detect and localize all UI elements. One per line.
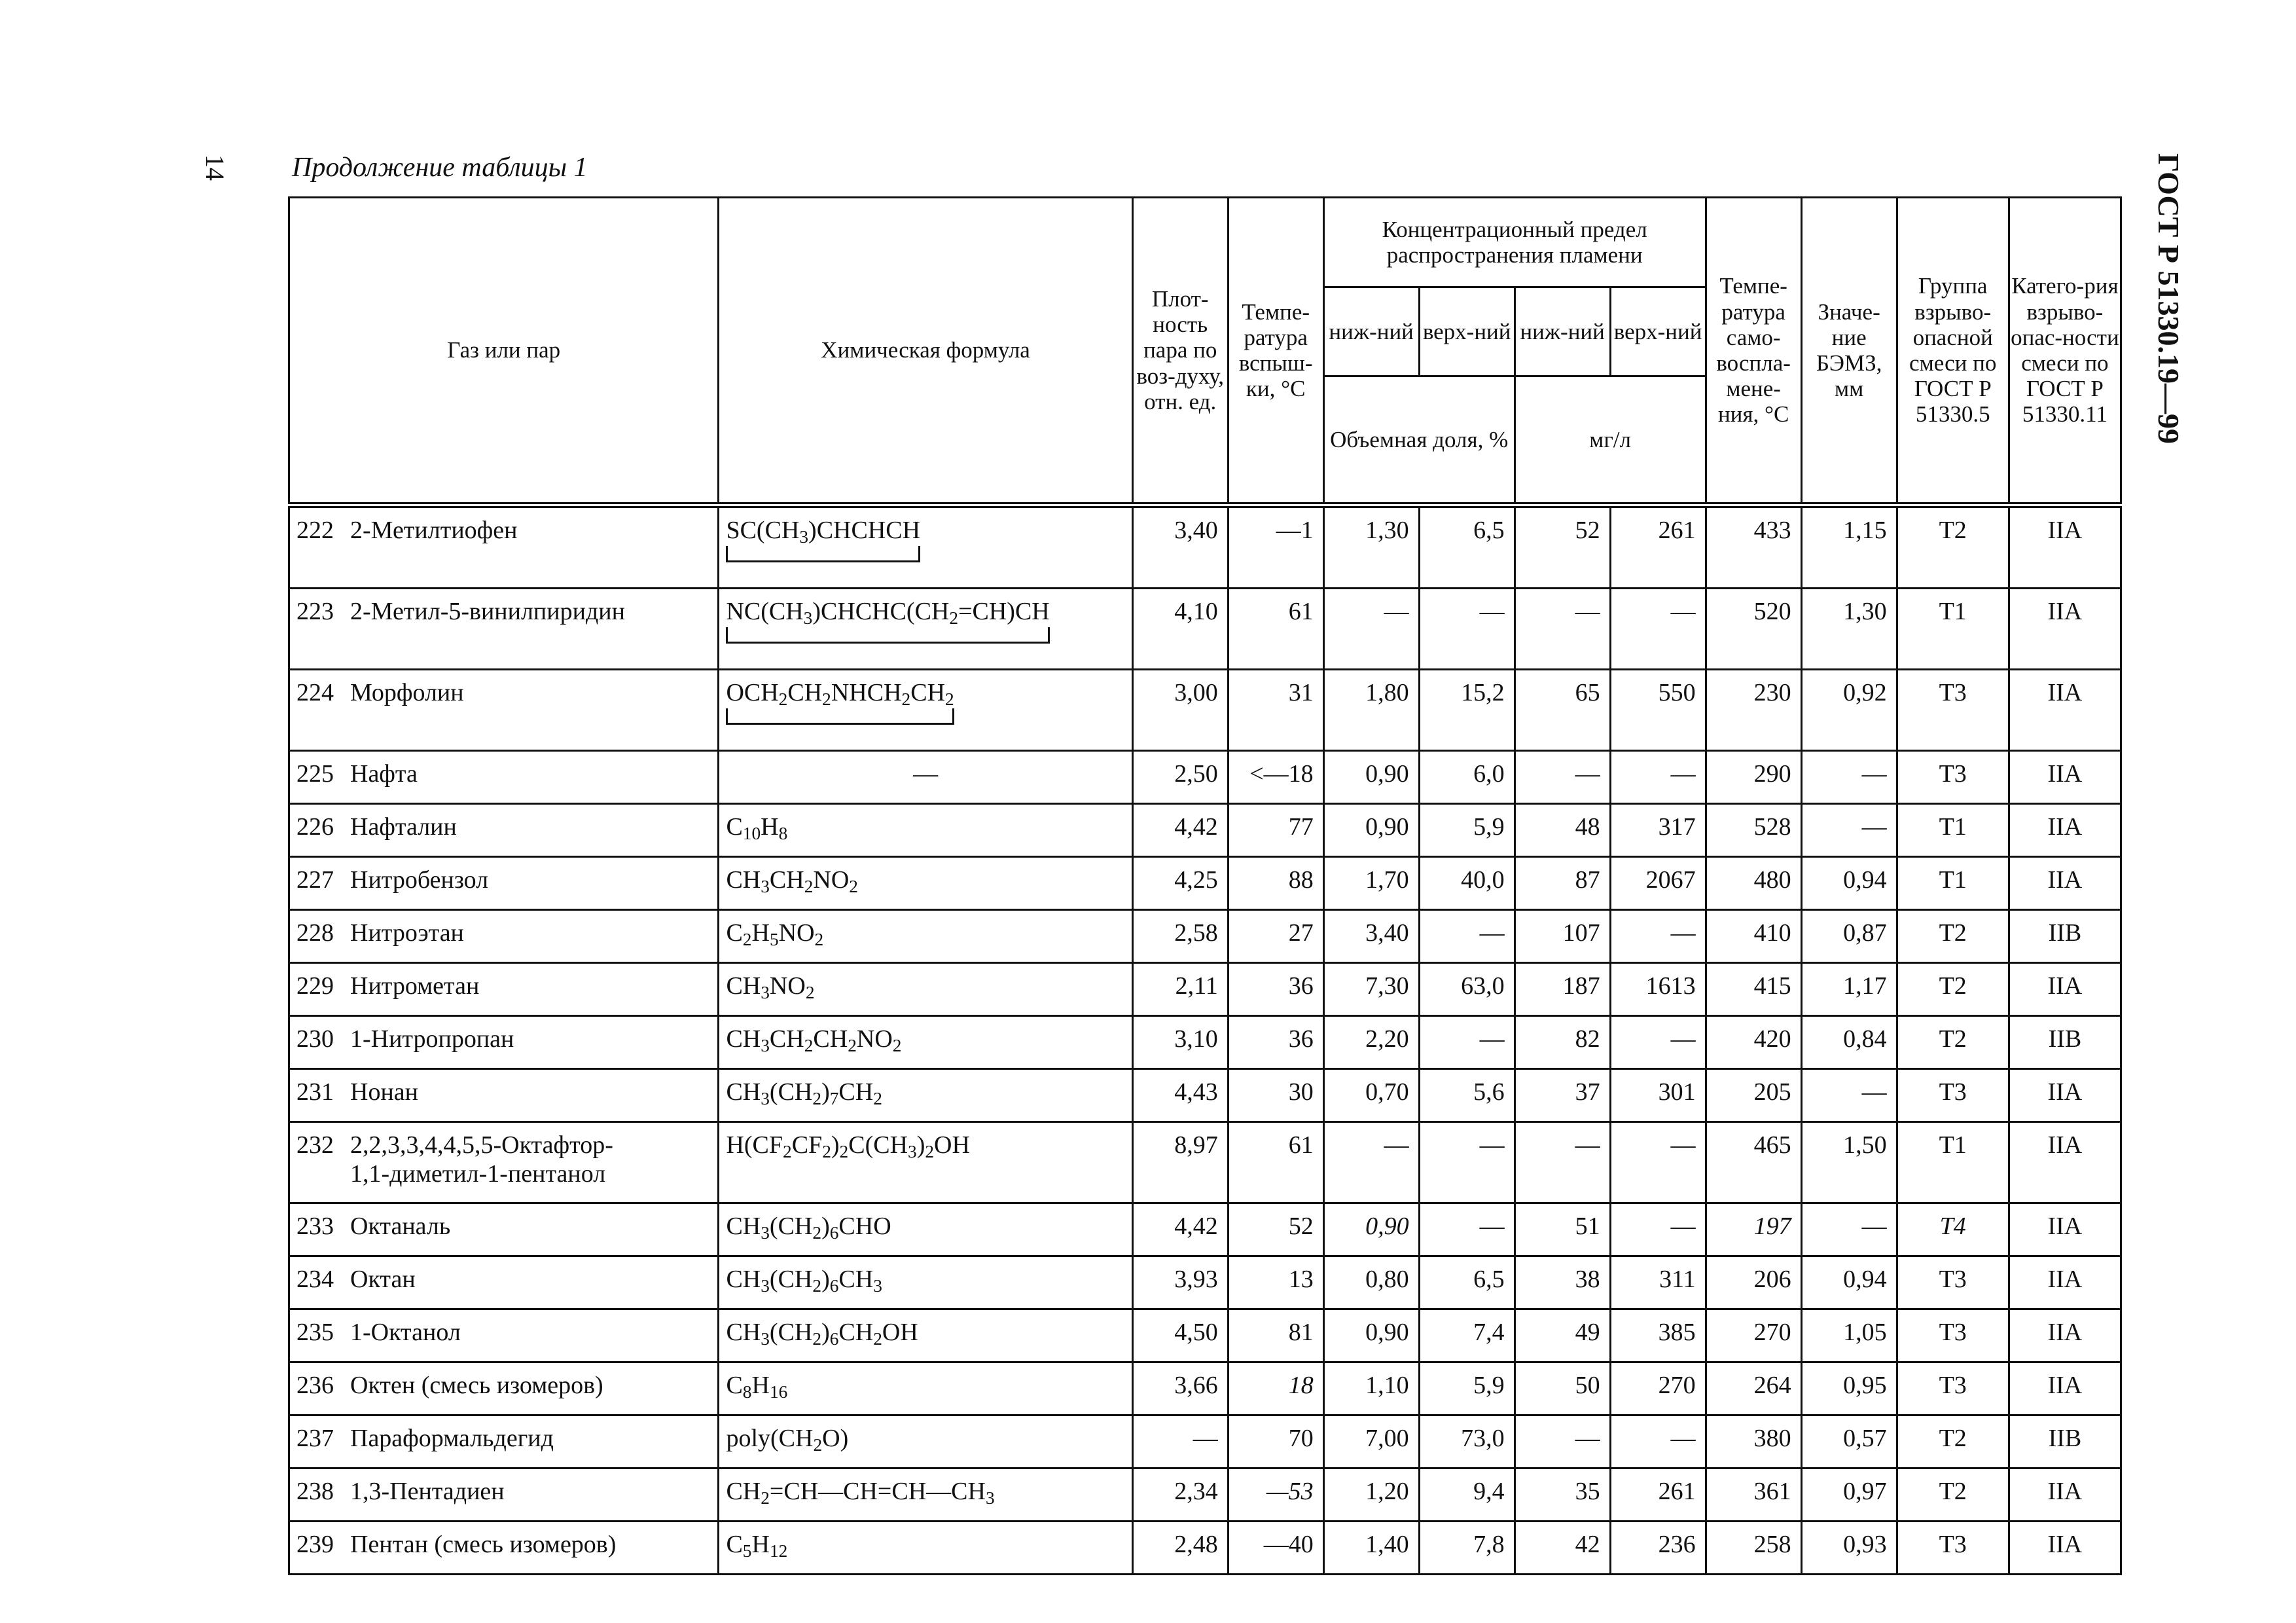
cell-autoignition: 361 — [1706, 1468, 1801, 1522]
cell-flash-point: 18 — [1228, 1362, 1323, 1415]
cell-formula: $C_8H_{16}$ — [719, 1362, 1132, 1415]
cell-gas-name — [289, 804, 719, 857]
cell-upper-vol: — — [1419, 1203, 1515, 1256]
cell-upper-mgl: — — [1610, 1016, 1706, 1069]
table-row — [289, 505, 2121, 589]
header-upper-vol: верх-ний — [1419, 287, 1515, 376]
cell-gas-name — [289, 1309, 719, 1362]
cell-category: IIA — [2009, 505, 2121, 589]
gas-name: Нафта — [350, 760, 418, 788]
cell-formula: $C_{10}H_8$ — [719, 804, 1132, 857]
cell-lower-vol: 1,30 — [1323, 505, 1419, 589]
cell-temp-group: Т3 — [1897, 670, 2009, 751]
header-upper-mgl: верх-ний — [1610, 287, 1706, 376]
table-caption: Продолжение таблицы 1 — [292, 153, 588, 183]
cell-gas-name — [289, 751, 719, 804]
cell-autoignition: 258 — [1706, 1522, 1801, 1575]
row-number: 229 — [296, 972, 334, 1000]
cell-lower-vol: 1,70 — [1323, 857, 1419, 910]
gas-properties-table — [288, 196, 2122, 1575]
cell-lower-vol: 7,30 — [1323, 963, 1419, 1016]
cell-upper-vol: 6,5 — [1419, 505, 1515, 589]
cell-autoignition: 410 — [1706, 910, 1801, 963]
cell-bemz: 0,94 — [1801, 1256, 1897, 1309]
cell-category: IIA — [2009, 963, 2121, 1016]
cell-bemz: 0,84 — [1801, 1016, 1897, 1069]
cell-lower-vol: 0,90 — [1323, 1309, 1419, 1362]
cell-gas-name — [289, 589, 719, 670]
cell-lower-mgl: — — [1515, 1415, 1610, 1468]
cell-temp-group: Т2 — [1897, 1415, 2009, 1468]
header-autoignition: Темпе-ратура само-воспла-мене-ния, °С — [1706, 198, 1801, 505]
cell-temp-group: Т3 — [1897, 751, 2009, 804]
gas-name: Октан — [350, 1266, 416, 1293]
cell-category: IIB — [2009, 1016, 2121, 1069]
cell-category: IIA — [2009, 1468, 2121, 1522]
cell-upper-mgl: — — [1610, 1122, 1706, 1203]
row-number: 234 — [296, 1266, 334, 1293]
cell-autoignition: 206 — [1706, 1256, 1801, 1309]
cell-upper-mgl: 236 — [1610, 1522, 1706, 1575]
cell-flash-point: 61 — [1228, 589, 1323, 670]
cell-density: — — [1132, 1415, 1228, 1468]
cell-gas-name — [289, 1122, 719, 1203]
gas-name: 2,2,3,3,4,4,5,5-Октафтор- — [350, 1131, 613, 1159]
cell-upper-vol: 63,0 — [1419, 963, 1515, 1016]
cell-upper-vol: 7,4 — [1419, 1309, 1515, 1362]
cell-formula: — — [719, 751, 1132, 804]
gas-name: Нитробензол — [350, 866, 489, 894]
cell-lower-vol: 3,40 — [1323, 910, 1419, 963]
cell-temp-group: Т2 — [1897, 505, 2009, 589]
row-number: 226 — [296, 813, 334, 841]
cell-gas-name — [289, 1522, 719, 1575]
row-number: 223 — [296, 598, 334, 625]
cell-lower-mgl: — — [1515, 589, 1610, 670]
cell-lower-mgl: 48 — [1515, 804, 1610, 857]
cell-formula: $C_2H_5NO_2$ — [719, 910, 1132, 963]
cell-bemz: 0,87 — [1801, 910, 1897, 963]
cell-temp-group: Т3 — [1897, 1309, 2009, 1362]
cell-formula: $NC(CH_3)CHCHC(CH_2=CH)CH$ — [719, 589, 1132, 670]
table-row — [289, 1122, 2121, 1203]
gas-name: Пентан (смесь изомеров) — [350, 1531, 617, 1558]
cell-flash-point: 77 — [1228, 804, 1323, 857]
cell-upper-vol: 6,0 — [1419, 751, 1515, 804]
gas-name: Октаналь — [350, 1213, 451, 1240]
cell-temp-group: Т2 — [1897, 1468, 2009, 1522]
table-body — [289, 505, 2121, 1575]
cell-upper-vol: — — [1419, 589, 1515, 670]
gas-name: Нонан — [350, 1078, 418, 1106]
cell-temp-group: Т2 — [1897, 963, 2009, 1016]
cell-upper-mgl: 2067 — [1610, 857, 1706, 910]
gas-name: Морфолин — [350, 679, 464, 706]
cell-gas-name — [289, 910, 719, 963]
cell-lower-mgl: 82 — [1515, 1016, 1610, 1069]
cell-upper-vol: 6,5 — [1419, 1256, 1515, 1309]
cell-upper-vol: 9,4 — [1419, 1468, 1515, 1522]
gas-name: 2-Метилтиофен — [350, 517, 518, 544]
cell-category: IIA — [2009, 1203, 2121, 1256]
header-lower-mgl: ниж-ний — [1515, 287, 1610, 376]
cell-lower-mgl: 35 — [1515, 1468, 1610, 1522]
cell-upper-vol: 7,8 — [1419, 1522, 1515, 1575]
table-row — [289, 1309, 2121, 1362]
cell-density: 2,48 — [1132, 1522, 1228, 1575]
cell-autoignition: 380 — [1706, 1415, 1801, 1468]
cell-lower-vol: 1,40 — [1323, 1522, 1419, 1575]
cell-bemz: 0,57 — [1801, 1415, 1897, 1468]
cell-formula: $CH_3CH_2NO_2$ — [719, 857, 1132, 910]
cell-upper-mgl: — — [1610, 751, 1706, 804]
cell-lower-mgl: 87 — [1515, 857, 1610, 910]
table-row — [289, 963, 2121, 1016]
cell-autoignition: 290 — [1706, 751, 1801, 804]
cell-temp-group: Т3 — [1897, 1256, 2009, 1309]
cell-upper-mgl: 385 — [1610, 1309, 1706, 1362]
cell-upper-vol: — — [1419, 1016, 1515, 1069]
cell-bemz: 0,92 — [1801, 670, 1897, 751]
cell-autoignition: 230 — [1706, 670, 1801, 751]
cell-autoignition: 520 — [1706, 589, 1801, 670]
cell-temp-group: Т2 — [1897, 910, 2009, 963]
header-lower-vol: ниж-ний — [1323, 287, 1419, 376]
cell-gas-name — [289, 1016, 719, 1069]
cell-upper-vol: — — [1419, 910, 1515, 963]
cell-lower-vol: 0,90 — [1323, 751, 1419, 804]
row-number: 232 — [296, 1131, 334, 1159]
cell-upper-mgl: — — [1610, 1415, 1706, 1468]
header-gas: Газ или пар — [289, 198, 719, 505]
cell-flash-point: 70 — [1228, 1415, 1323, 1468]
cell-gas-name — [289, 1415, 719, 1468]
cell-density: 2,50 — [1132, 751, 1228, 804]
cell-formula: $CH_3NO_2$ — [719, 963, 1132, 1016]
cell-upper-vol: 40,0 — [1419, 857, 1515, 910]
table-row — [289, 1203, 2121, 1256]
cell-upper-vol: 73,0 — [1419, 1415, 1515, 1468]
row-number: 236 — [296, 1372, 334, 1399]
cell-formula: $OCH_2CH_2NHCH_2CH_2$ — [719, 670, 1132, 751]
row-number: 227 — [296, 866, 334, 894]
cell-lower-mgl: 107 — [1515, 910, 1610, 963]
cell-category: IIA — [2009, 589, 2121, 670]
cell-temp-group: Т3 — [1897, 1522, 2009, 1575]
cell-density: 4,50 — [1132, 1309, 1228, 1362]
cell-flash-point: 27 — [1228, 910, 1323, 963]
table-row — [289, 1256, 2121, 1309]
cell-density: 4,10 — [1132, 589, 1228, 670]
cell-category: IIA — [2009, 857, 2121, 910]
gas-name: 2-Метил-5-винилпиридин — [350, 598, 625, 625]
cell-gas-name — [289, 857, 719, 910]
cell-upper-mgl: 311 — [1610, 1256, 1706, 1309]
table-row — [289, 589, 2121, 670]
cell-lower-vol: 1,80 — [1323, 670, 1419, 751]
cell-lower-mgl: 187 — [1515, 963, 1610, 1016]
header-temp-group: Группа взрыво-опасной смеси по ГОСТ Р 51330.5 — [1897, 198, 2009, 505]
cell-flash-point: 81 — [1228, 1309, 1323, 1362]
cell-density: 4,42 — [1132, 804, 1228, 857]
table-row — [289, 1468, 2121, 1522]
cell-category: IIA — [2009, 1522, 2121, 1575]
cell-flash-point: 13 — [1228, 1256, 1323, 1309]
cell-flash-point: 36 — [1228, 963, 1323, 1016]
header-formula: Химическая формула — [719, 198, 1132, 505]
cell-density: 2,11 — [1132, 963, 1228, 1016]
cell-gas-name — [289, 1203, 719, 1256]
cell-autoignition: 270 — [1706, 1309, 1801, 1362]
cell-lower-mgl: 49 — [1515, 1309, 1610, 1362]
cell-density: 3,66 — [1132, 1362, 1228, 1415]
cell-lower-mgl: 42 — [1515, 1522, 1610, 1575]
cell-density: 2,34 — [1132, 1468, 1228, 1522]
cell-flash-point: —53 — [1228, 1468, 1323, 1522]
cell-formula: $C_5H_{12}$ — [719, 1522, 1132, 1575]
page-number: 14 — [200, 155, 230, 181]
row-number: 237 — [296, 1425, 334, 1452]
cell-density: 3,00 — [1132, 670, 1228, 751]
cell-formula: $CH_2=CH—CH=CH—CH_3$ — [719, 1468, 1132, 1522]
table-row — [289, 670, 2121, 751]
cell-bemz: — — [1801, 751, 1897, 804]
cell-temp-group: Т1 — [1897, 804, 2009, 857]
row-number: 222 — [296, 517, 334, 544]
cell-temp-group: Т1 — [1897, 1122, 2009, 1203]
cell-bemz: 0,97 — [1801, 1468, 1897, 1522]
cell-temp-group: Т4 — [1897, 1203, 2009, 1256]
cell-density: 4,25 — [1132, 857, 1228, 910]
table-row — [289, 1069, 2121, 1122]
cell-flash-point: 61 — [1228, 1122, 1323, 1203]
cell-bemz: 0,95 — [1801, 1362, 1897, 1415]
cell-temp-group: Т3 — [1897, 1069, 2009, 1122]
cell-lower-vol: 0,90 — [1323, 1203, 1419, 1256]
cell-bemz: 1,50 — [1801, 1122, 1897, 1203]
row-number: 225 — [296, 760, 334, 788]
header-flash: Темпе-ратура вспыш-ки, °С — [1228, 198, 1323, 505]
cell-bemz: — — [1801, 1069, 1897, 1122]
header-mg-per-l: мг/л — [1515, 376, 1706, 505]
cell-upper-vol: 5,9 — [1419, 804, 1515, 857]
cell-density: 8,97 — [1132, 1122, 1228, 1203]
cell-autoignition: 264 — [1706, 1362, 1801, 1415]
table-row — [289, 910, 2121, 963]
cell-bemz: 1,30 — [1801, 589, 1897, 670]
cell-category: IIB — [2009, 1415, 2121, 1468]
cell-lower-mgl: 38 — [1515, 1256, 1610, 1309]
cell-bemz: — — [1801, 804, 1897, 857]
row-number: 235 — [296, 1319, 334, 1346]
cell-temp-group: Т3 — [1897, 1362, 2009, 1415]
header-bemz: Значе-ние БЭМЗ, мм — [1801, 198, 1897, 505]
cell-temp-group: Т2 — [1897, 1016, 2009, 1069]
cell-flash-point: 31 — [1228, 670, 1323, 751]
cell-gas-name — [289, 1362, 719, 1415]
cell-formula: $SC(CH_3)CHCHCH$ — [719, 505, 1132, 589]
cell-lower-mgl: 52 — [1515, 505, 1610, 589]
cell-lower-mgl: — — [1515, 751, 1610, 804]
cell-lower-vol: 0,70 — [1323, 1069, 1419, 1122]
cell-flash-point: 52 — [1228, 1203, 1323, 1256]
cell-upper-vol: 5,9 — [1419, 1362, 1515, 1415]
cell-formula: $CH_3CH_2CH_2NO_2$ — [719, 1016, 1132, 1069]
cell-bemz: — — [1801, 1203, 1897, 1256]
cell-category: IIA — [2009, 1362, 2121, 1415]
gas-name: Параформальдегид — [350, 1425, 554, 1452]
cell-bemz: 1,15 — [1801, 505, 1897, 589]
cell-upper-mgl: 261 — [1610, 1468, 1706, 1522]
cell-category: IIA — [2009, 1256, 2121, 1309]
gas-name-continued: 1,1-диметил-1-пентанол — [350, 1160, 606, 1188]
cell-formula: $CH_3(CH_2)_7CH_2$ — [719, 1069, 1132, 1122]
cell-autoignition: 528 — [1706, 804, 1801, 857]
cell-bemz: 0,93 — [1801, 1522, 1897, 1575]
table-row — [289, 1362, 2121, 1415]
cell-upper-vol: — — [1419, 1122, 1515, 1203]
cell-lower-vol: 2,20 — [1323, 1016, 1419, 1069]
cell-autoignition: 205 — [1706, 1069, 1801, 1122]
cell-bemz: 1,17 — [1801, 963, 1897, 1016]
cell-density: 3,10 — [1132, 1016, 1228, 1069]
header-volume-fraction: Объемная доля, % — [1323, 376, 1515, 505]
cell-density: 3,93 — [1132, 1256, 1228, 1309]
cell-density: 2,58 — [1132, 910, 1228, 963]
header-category: Катего-рия взрыво-опас-ности смеси по ГОСТ Р 51330.11 — [2009, 198, 2121, 505]
cell-category: IIA — [2009, 1069, 2121, 1122]
cell-temp-group: Т1 — [1897, 857, 2009, 910]
cell-flash-point: 88 — [1228, 857, 1323, 910]
row-number: 224 — [296, 679, 334, 706]
gas-name: Октен (смесь изомеров) — [350, 1372, 603, 1399]
table-row — [289, 1016, 2121, 1069]
table-row — [289, 751, 2121, 804]
cell-density: 4,42 — [1132, 1203, 1228, 1256]
cell-gas-name — [289, 1069, 719, 1122]
cell-temp-group: Т1 — [1897, 589, 2009, 670]
cell-category: IIA — [2009, 804, 2121, 857]
cell-formula: $CH_3(CH_2)_6CH_3$ — [719, 1256, 1132, 1309]
cell-flash-point: 36 — [1228, 1016, 1323, 1069]
cell-bemz: 1,05 — [1801, 1309, 1897, 1362]
cell-autoignition: 480 — [1706, 857, 1801, 910]
cell-lower-vol: 0,80 — [1323, 1256, 1419, 1309]
header-density: Плот-ность пара по воз-духу, отн. ед. — [1132, 198, 1228, 505]
cell-upper-vol: 15,2 — [1419, 670, 1515, 751]
cell-upper-mgl: 317 — [1610, 804, 1706, 857]
cell-gas-name — [289, 1468, 719, 1522]
cell-formula: $CH_3(CH_2)_6CHO$ — [719, 1203, 1132, 1256]
cell-gas-name — [289, 670, 719, 751]
cell-formula: $CH_3(CH_2)_6CH_2OH$ — [719, 1309, 1132, 1362]
cell-category: IIA — [2009, 670, 2121, 751]
cell-lower-vol: — — [1323, 1122, 1419, 1203]
cell-autoignition: 197 — [1706, 1203, 1801, 1256]
gas-name: 1-Нитропропан — [350, 1025, 514, 1053]
cell-lower-vol: 1,20 — [1323, 1468, 1419, 1522]
cell-density: 4,43 — [1132, 1069, 1228, 1122]
cell-formula: $poly(CH_2O)$ — [719, 1415, 1132, 1468]
cell-category: IIA — [2009, 751, 2121, 804]
header-limit-group: Концентрационный предел распространения пламени — [1323, 198, 1706, 287]
cell-category: IIB — [2009, 910, 2121, 963]
row-number: 230 — [296, 1025, 334, 1053]
cell-autoignition: 433 — [1706, 505, 1801, 589]
cell-autoignition: 465 — [1706, 1122, 1801, 1203]
cell-density: 3,40 — [1132, 505, 1228, 589]
cell-autoignition: 420 — [1706, 1016, 1801, 1069]
table-row — [289, 1522, 2121, 1575]
cell-flash-point: 30 — [1228, 1069, 1323, 1122]
cell-lower-mgl: 51 — [1515, 1203, 1610, 1256]
cell-upper-mgl: 301 — [1610, 1069, 1706, 1122]
cell-upper-mgl: 1613 — [1610, 963, 1706, 1016]
cell-upper-mgl: — — [1610, 589, 1706, 670]
cell-bemz: 0,94 — [1801, 857, 1897, 910]
cell-lower-mgl: 50 — [1515, 1362, 1610, 1415]
cell-lower-mgl: — — [1515, 1122, 1610, 1203]
cell-category: IIA — [2009, 1122, 2121, 1203]
cell-gas-name — [289, 505, 719, 589]
cell-upper-mgl: 550 — [1610, 670, 1706, 751]
gas-name: Нитрометан — [350, 972, 480, 1000]
cell-formula: $H(CF_2CF_2)_2C(CH_3)_2OH$ — [719, 1122, 1132, 1203]
cell-autoignition: 415 — [1706, 963, 1801, 1016]
cell-gas-name — [289, 963, 719, 1016]
cell-upper-mgl: 261 — [1610, 505, 1706, 589]
row-number: 239 — [296, 1531, 334, 1558]
cell-lower-mgl: 65 — [1515, 670, 1610, 751]
row-number: 231 — [296, 1078, 334, 1106]
standard-code: ГОСТ Р 51330.19—99 — [2152, 153, 2185, 444]
cell-flash-point: <—18 — [1228, 751, 1323, 804]
cell-lower-vol: 1,10 — [1323, 1362, 1419, 1415]
table-row — [289, 1415, 2121, 1468]
gas-name: 1,3-Пентадиен — [350, 1478, 505, 1505]
cell-lower-vol: — — [1323, 589, 1419, 670]
cell-gas-name — [289, 1256, 719, 1309]
table-row — [289, 857, 2121, 910]
cell-upper-vol: 5,6 — [1419, 1069, 1515, 1122]
cell-upper-mgl: — — [1610, 1203, 1706, 1256]
cell-flash-point: —40 — [1228, 1522, 1323, 1575]
cell-flash-point: —1 — [1228, 505, 1323, 589]
cell-upper-mgl: — — [1610, 910, 1706, 963]
gas-name: 1-Октанол — [350, 1319, 461, 1346]
cell-category: IIA — [2009, 1309, 2121, 1362]
gas-name: Нафталин — [350, 813, 457, 841]
table-row — [289, 804, 2121, 857]
cell-upper-mgl: 270 — [1610, 1362, 1706, 1415]
cell-lower-vol: 0,90 — [1323, 804, 1419, 857]
row-number: 233 — [296, 1213, 334, 1240]
cell-lower-vol: 7,00 — [1323, 1415, 1419, 1468]
row-number: 228 — [296, 919, 334, 947]
gas-name: Нитроэтан — [350, 919, 464, 947]
cell-lower-mgl: 37 — [1515, 1069, 1610, 1122]
row-number: 238 — [296, 1478, 334, 1505]
